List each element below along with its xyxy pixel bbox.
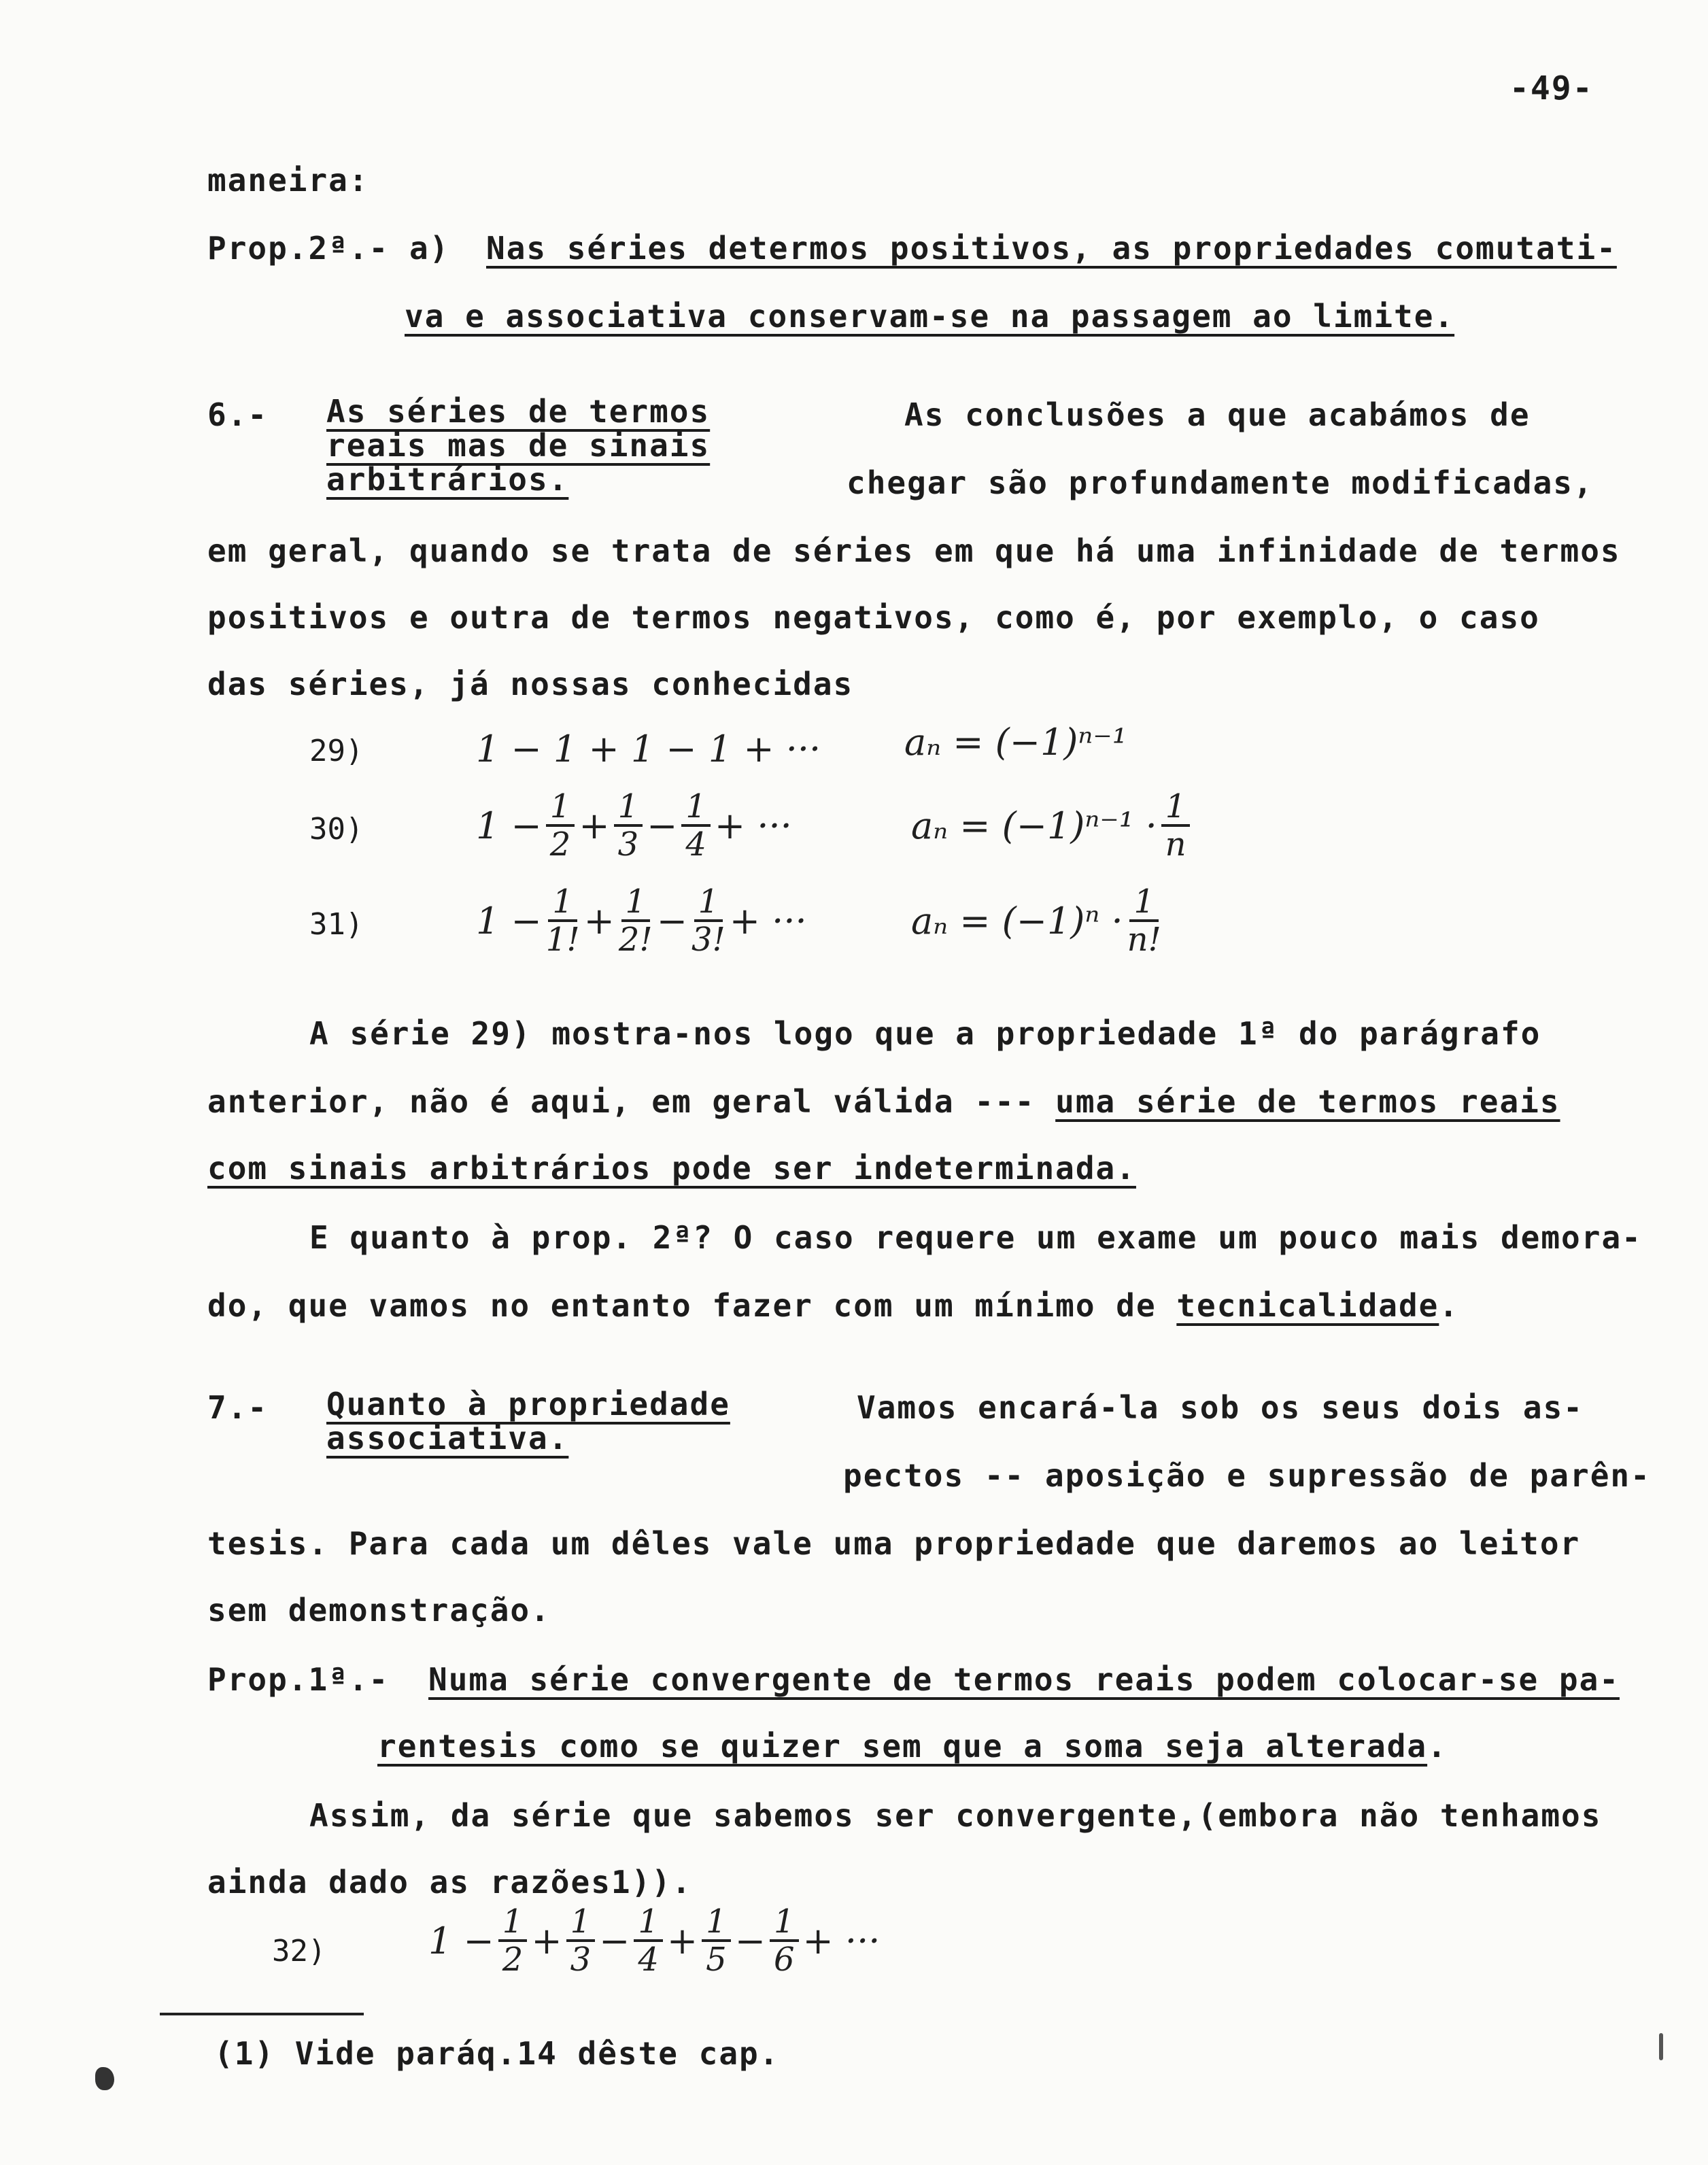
section-title: As séries de termos [326,393,711,430]
text-line: Assim, da série que sabemos ser convergente,(embora não tenhamos [309,1797,1602,1834]
text-line: Vamos encará-la sob os seus dois as- [857,1389,1584,1426]
fraction [1161,789,1191,862]
series-term: 1 − [476,899,542,942]
section-number: 7.- [207,1389,269,1426]
denominator: 2 [549,825,571,864]
series-term: + ··· [714,804,792,847]
denominator: 1! [545,921,580,959]
text-line: positivos e outra de termos negativos, como é, por exemplo, o caso [207,599,1540,636]
numerator: 1 [770,1904,799,1942]
fraction [498,1904,528,1977]
prop-label: Prop.1ª.- [207,1661,390,1698]
denominator: 4 [685,825,706,864]
series-term: aₙ = (−1)ⁿ⁻¹ · [911,804,1157,847]
general-term-31 [911,884,1165,957]
text-span: do, que vamos no entanto fazer com um mínimo de [207,1287,1177,1324]
section-title: reais mas de sinais [326,427,711,464]
text-line: pectos -- aposição e supressão de parên- [843,1457,1651,1494]
series-term: 1 − [428,1919,494,1962]
scan-speck [1659,2033,1663,2060]
prop-statement: Nas séries determos positivos, as propriedades comutati- [486,230,1617,267]
footnote-rule [160,2013,364,2015]
text-span: anterior, não é aqui, em geral válida --- [207,1083,1056,1120]
fraction [702,1904,731,1977]
numerator: 1 [498,1904,528,1942]
section-title: associativa. [326,1420,569,1456]
operator: + [666,1919,698,1962]
text-span: uma série de termos reais [1055,1083,1560,1120]
numerator: 1 [548,884,577,922]
denominator: 3! [691,921,725,959]
numerator: 1 [681,789,711,827]
operator: − [734,1919,766,1962]
prop-statement: rentesis como se quizer sem que a soma seja alterada [377,1728,1428,1765]
denominator: 6 [773,1941,795,1979]
fraction [681,789,711,862]
text-line [207,1285,1459,1326]
text-line: sem demonstração. [207,1592,551,1629]
operator: + [531,1919,562,1962]
series-term: 1 − [476,804,542,847]
denominator: 3 [570,1941,592,1979]
fraction [566,1904,596,1977]
series-term: + ··· [729,899,807,942]
text-line: ainda dado as razões1)). [207,1864,692,1900]
operator: − [656,899,687,942]
fraction [546,789,575,862]
section-title: arbitrários. [326,461,569,498]
numerator: 1 [1129,884,1159,922]
numerator: 1 [1161,789,1191,827]
text-span: . [1439,1287,1460,1324]
equation-number: 30) [309,812,364,847]
page-number: -49- [1509,69,1594,107]
prop-statement: Numa série convergente de termos reais podem colocar-se pa- [428,1661,1620,1698]
fraction [770,1904,799,1977]
fraction [614,789,643,862]
operator: − [599,1919,630,1962]
denominator: n [1165,825,1186,864]
operator: + [583,899,615,942]
fraction [546,884,580,957]
fraction [691,884,725,957]
text-line: chegar são profundamente modificadas, [847,464,1594,501]
text-line: em geral, quando se trata de séries em que há uma infinidade de termos [207,532,1621,569]
equation-number: 32) [272,1934,326,1968]
denominator: 2! [618,921,653,959]
numerator: 1 [694,884,723,922]
numerator: 1 [621,884,651,922]
denominator: 5 [706,1941,727,1979]
text-line: As conclusões a que acabámos de [904,396,1531,433]
numerator: 1 [634,1904,663,1942]
general-term-30 [911,789,1194,862]
series-32 [428,1904,880,1977]
text-line: tesis. Para cada um dêles vale uma propriedade que daremos ao leitor [207,1525,1581,1562]
text-line [207,1081,1560,1122]
prop-label: Prop.2ª.- a) [207,230,450,267]
fraction [634,1904,663,1977]
text-span: . [1427,1728,1448,1765]
fraction [1127,884,1161,957]
text-span: tecnicalidade [1176,1287,1439,1324]
general-term-29: aₙ = (−1)ⁿ⁻¹ [904,721,1127,764]
series-term: aₙ = (−1)ⁿ · [911,899,1123,942]
footnote: (1) Vide paráq.14 dêste cap. [214,2035,780,2072]
scan-speck [95,2067,114,2090]
denominator: 3 [617,825,639,864]
denominator: n! [1127,921,1161,959]
operator: + [579,804,610,847]
series-30 [476,789,792,862]
text-line: A série 29) mostra-nos logo que a propriedade 1ª do parágrafo [309,1015,1541,1052]
denominator: 2 [502,1941,524,1979]
numerator: 1 [614,789,643,827]
series-29: 1 − 1 + 1 − 1 + ··· [476,728,821,770]
denominator: 4 [638,1941,659,1979]
equation-number: 31) [309,907,364,942]
numerator: 1 [546,789,575,827]
fraction [619,884,653,957]
section-title: Quanto à propriedade [326,1386,730,1422]
text-line: maneira: [207,162,369,199]
operator: − [647,804,678,847]
text-line [377,1726,1448,1767]
text-line: das séries, já nossas conhecidas [207,666,854,702]
text-line: com sinais arbitrários pode ser indeterminada. [207,1150,1136,1187]
series-31 [476,884,807,957]
section-number: 6.- [207,396,269,433]
text-line: E quanto à prop. 2ª? O caso requere um exame um pouco mais demora- [309,1219,1642,1256]
numerator: 1 [702,1904,731,1942]
numerator: 1 [566,1904,596,1942]
series-term: + ··· [802,1919,881,1962]
equation-number: 29) [309,734,364,768]
prop-statement: va e associativa conservam-se na passagem ao limite. [405,298,1455,335]
